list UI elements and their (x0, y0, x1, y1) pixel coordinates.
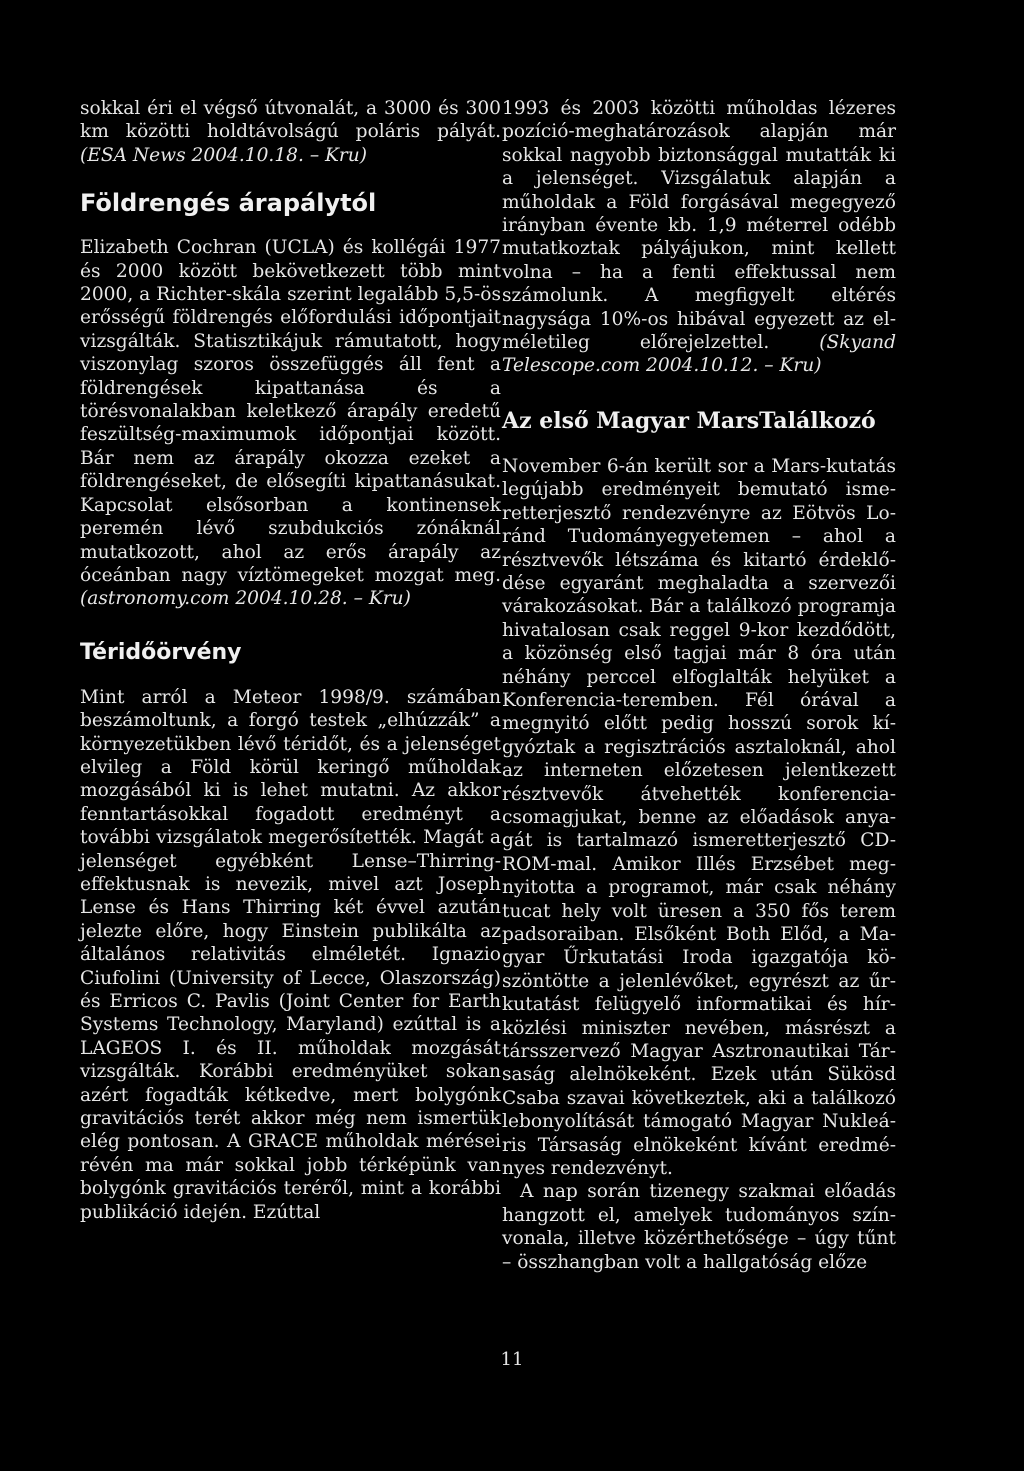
mars-paragraph-2: A nap során tizenegy szakmai előadás hangzott el, amelyek tudományos színvonala, illetve közérthetősége – úgy tűnt – összhangban volt a hallgatóság előze (502, 1181, 896, 1273)
right-column (502, 97, 896, 1274)
left-column (80, 97, 501, 1224)
intro-paragraph (80, 97, 501, 167)
mars-paragraph-1: November 6-án került sor a Mars-kutatás legújabb eredményeit bemutató ismeretterjesztő rendezvényre az Eötvös Loránd Tudományegyetemen – ahol a résztvevők létszáma és kitartó érdeklődése egyaránt meghaladta a szervezői várakozásokat. Bár a találkozó programja hivatalosan csak reggel 9-kor kezdődött, a közönség első tagjai már 8 óra után néhány perccel elfoglalták helyüket a Konferencia-teremben. Fél órával a megnyitó előtt pedig hosszú sorok kígyóztak a regisztrációs asztaloknál, ahol az interneten előzetesen jelentkezett résztvevők átvehették konferenciacsomagjukat, benne az előadások anyagát is tartalmazó ismeretterjesztő CD-ROM-mal. Amikor Illés Erzsébet megnyitotta a programot, már csak néhány tucat hely volt üresen a 350 fős terem padsoraiban. Elsőként Both Előd, a Magyar Űrkutatási Iroda igazgatója köszöntötte a jelenlévőket, egyrészt az űrkutatást felügyelő informatikai és hírközlési miniszter nevében, másrészt a társszervező Magyar Asztronautikai Társaság alelnökeként. Ezek után Sükösd Csaba szavai következtek, aki a találkozó lebonyolítását támogató Magyar Nukleáris Társaság elnökeként kívánt eredményes rendezvényt. (502, 455, 896, 1180)
earthquake-paragraph (80, 236, 501, 611)
earthquake-source: (astronomy.com 2004.10.28. – Kru) (80, 588, 411, 610)
section-title-mars-meeting: Az első Magyar MarsTalálkozó (502, 407, 876, 434)
intro-source: (ESA News 2004.10.18. – Kru) (80, 144, 368, 166)
spacetime-paragraph (80, 686, 501, 1224)
continuation-text: 1993 és 2003 közötti műholdas lézeres pozíció-meghatározások alapján már sokkal nagyobb biztonsággal mutatták ki a jelenséget. Vizsgálatuk alapján a műholdak a Föld forgásával megegyező irányban évente kb. 1,9 méterrel odébb mutatkoztak pályájukon, mint kellett volna – ha a fenti effektussal nem számolunk. A megfigyelt eltérés nagysága 10%-os hibával egyezett az elméletileg előrejelzettel. (502, 98, 896, 354)
spacetime-body: Mint arról a Meteor 1998/9. számában beszámoltunk, a forgó testek „elhúzzák” a környezetükben lévő téridőt, és a jelenséget elvileg a Föld körül keringő műholdak mozgásából ki is lehet mutatni. Az akkor fenntartásokkal fogadott eredményt a további vizsgálatok megerősítették. Magát a jelenséget egyébként Lense–Thirring-effektusnak is nevezik, mivel azt Joseph Lense és Hans Thirring két évvel azután jelezte előre, hogy Einstein publikálta az általános relativitás elméletét. Ignazio Ciufolini (University of Lecce, Olaszország) és Erricos C. Pavlis (Joint Center for Earth Systems Technology, Maryland) ezúttal is a LAGEOS I. és II. műholdak mozgását vizsgálták. Korábbi eredményüket sokan azért fogadták kétkedve, mert bolygónk gravitációs terét akkor még nem ismertük elég pontosan. A GRACE műholdak mérései révén ma már sokkal jobb térképünk van bolygónk gravitációs teréről, mint a korábbi publikáció idején. Ezúttal (80, 686, 501, 1223)
page-number: 11 (500, 1349, 524, 1370)
section-title-earthquake: Földrengés árapálytól (80, 189, 377, 218)
continuation-source: (Skyand Telescope.com 2004.10.12. – Kru) (502, 332, 896, 377)
intro-text: sokkal éri el végső útvonalát, a 3000 és 300 km közötti holdtávolságú poláris pályát. (80, 98, 501, 143)
continuation-paragraph (502, 97, 896, 378)
section-title-spacetime-vortex: Téridőörvény (80, 639, 242, 665)
earthquake-body: Elizabeth Cochran (UCLA) és kollégái 1977 és 2000 között bekövetkezett több mint 2000, a Richter-skála szerint legalább 5,5-ös erősségű földrengés előfordulási időpontjait vizsgálták. Statisztikájuk rámutatott, hogy viszonylag szoros összefüggés áll fent a földrengések kipattanása és a törésvonalakban keletkező árapály eredetű feszültség-maximumok időpontjai között. Bár nem az árapály okozza ezeket a földrengéseket, de elősegíti kipattanásukat. Kapcsolat elsősorban a kontinensek peremén lévő szubdukciós zónáknál mutatkozott, ahol az erős árapály az óceánban nagy víztömegeket mozgat meg. (80, 237, 501, 586)
